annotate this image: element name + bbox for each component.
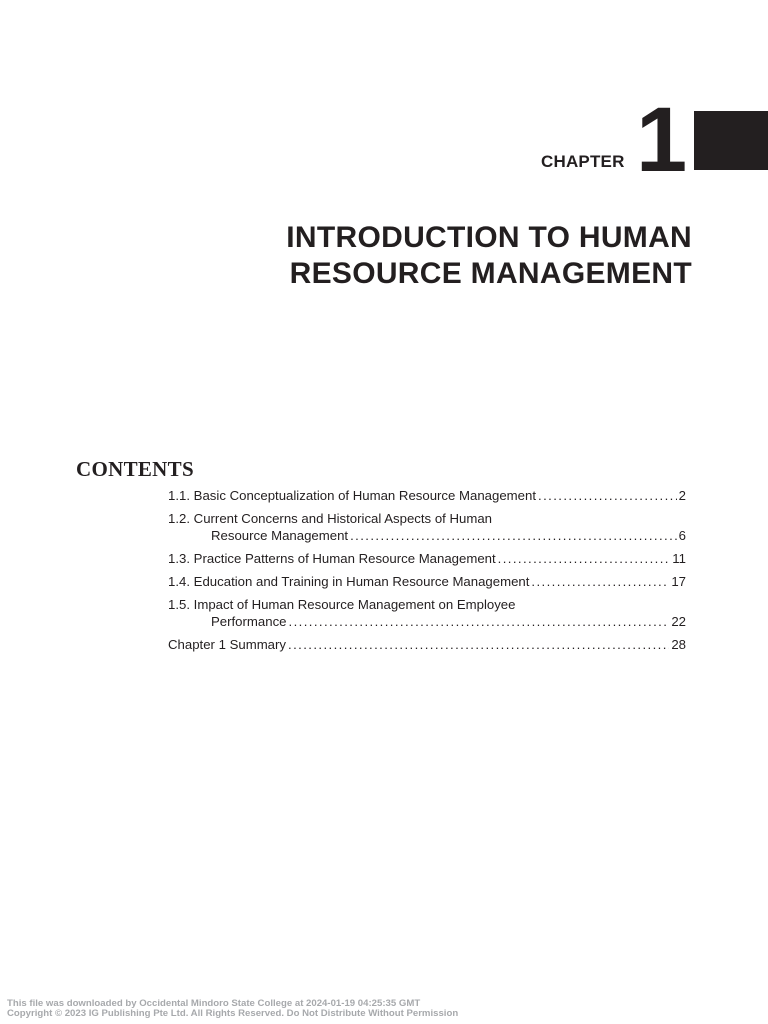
watermark-line-2: Copyright © 2023 IG Publishing Pte Ltd. All Rights Reserved. Do Not Distribute Without Permission: [7, 1008, 459, 1019]
toc-leader-dots: [498, 550, 671, 567]
toc-leader-dots: [289, 613, 670, 630]
contents-heading: CONTENTS: [76, 457, 194, 481]
toc-entry[interactable]: [168, 596, 686, 630]
toc-entry-page: 17: [671, 574, 686, 589]
toc-entry-page: 6: [678, 528, 686, 543]
toc-entry-text: 1.1. Basic Conceptualization of Human Resource Management: [168, 488, 536, 503]
chapter-title-line-2: RESOURCE MANAGEMENT: [289, 257, 692, 290]
toc-entry-text: Impact of Human Resource Management on Employee: [193, 597, 516, 612]
chapter-title-line-1: INTRODUCTION TO HUMAN: [286, 221, 692, 254]
toc-entry-page: 2: [678, 488, 686, 503]
toc-entry[interactable]: [168, 510, 686, 544]
toc-entry-page: 11: [672, 551, 686, 566]
toc-leader-dots: [538, 487, 677, 504]
toc-entry-page: 22: [671, 614, 686, 629]
toc-entry-text: 1.3. Practice Patterns of Human Resource Management: [168, 551, 496, 566]
toc-entry[interactable]: [168, 487, 686, 504]
chapter-tab-block: [694, 111, 768, 170]
toc-entry[interactable]: [168, 573, 686, 590]
toc-entry-number: 1.1.: [168, 488, 190, 503]
chapter-title: [132, 220, 692, 292]
toc-entry-number: 1.3.: [168, 551, 190, 566]
toc-leader-dots: [288, 636, 669, 653]
toc-leader-dots: [531, 573, 669, 590]
toc-entry-number: 1.2.: [168, 511, 190, 526]
toc-entry-number: 1.4.: [168, 574, 190, 589]
toc-entry[interactable]: [168, 636, 686, 653]
toc-entry-number: 1.5.: [168, 597, 190, 612]
toc-entry-continuation: Resource Management: [211, 528, 349, 543]
watermark-line-1: This file was downloaded by Occidental Mindoro State College at 2024-01-19 04:25:35 GMT: [7, 998, 421, 1009]
toc-leader-dots: [350, 527, 677, 544]
table-of-contents: [168, 487, 686, 659]
download-watermark: [7, 999, 458, 1019]
chapter-number: 1: [636, 89, 688, 191]
toc-entry[interactable]: [168, 550, 686, 567]
chapter-label: CHAPTER: [541, 152, 625, 171]
toc-entry-text: Current Concerns and Historical Aspects of Human: [193, 511, 492, 526]
toc-entry-text: 1.4. Education and Training in Human Resource Management: [168, 574, 530, 589]
toc-entry-page: 28: [671, 637, 686, 652]
toc-entry-text: Chapter 1 Summary: [168, 637, 286, 652]
toc-entry-continuation: Performance: [211, 614, 287, 629]
